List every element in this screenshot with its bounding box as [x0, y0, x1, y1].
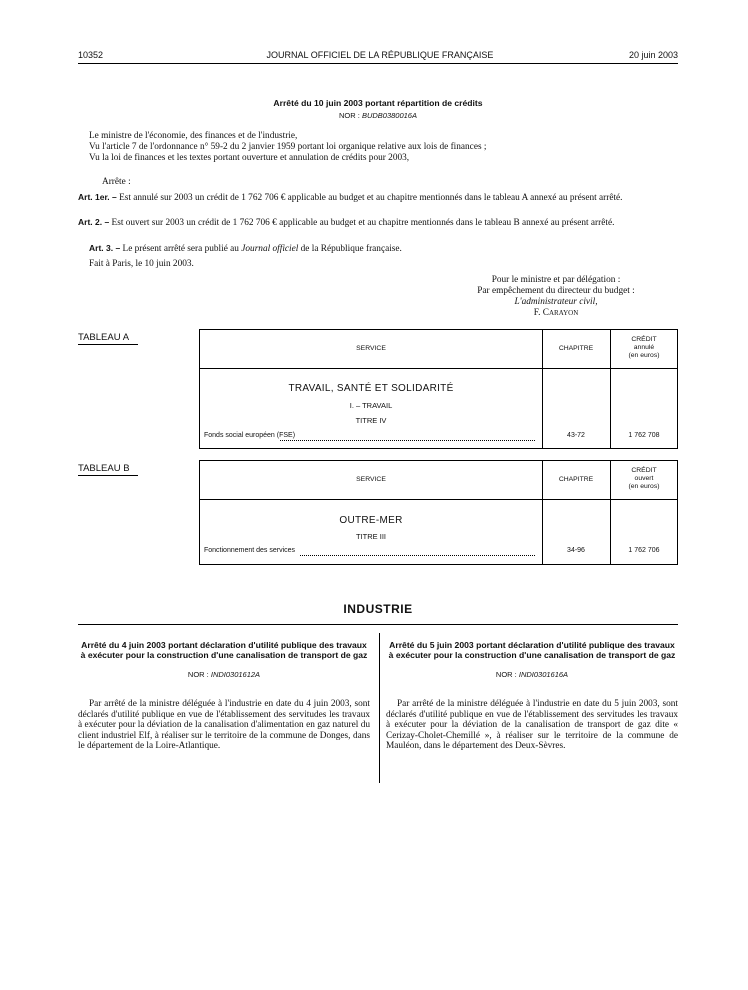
col-chapitre: CHAPITRE: [558, 345, 594, 352]
col-credit-line: (en euros): [628, 483, 660, 490]
article-1-text: Est annulé sur 2003 un crédit de 1 762 706 € applicable au budget et au chapitre mentionnés dans le tableau A annexé au présent arrêté.: [119, 193, 623, 203]
subsection-heading: I. – TRAVAIL: [349, 401, 393, 410]
row-chapitre: 34-96: [567, 547, 585, 554]
tableau-b-label: TABLEAU B: [78, 463, 130, 474]
article-3: [89, 243, 678, 255]
visa-line: Le ministre de l'économie, des finances et de l'industrie,: [89, 131, 298, 141]
row-credit: 1 762 708: [628, 432, 660, 439]
header-divider: [200, 499, 677, 500]
visa-line: Vu l'article 7 de l'ordonnance n° 59-2 du 2 janvier 1959 portant loi organique relative aux lois de finances ;: [89, 142, 487, 152]
header-divider: [200, 368, 677, 369]
col-credit: [610, 467, 678, 491]
signature-line: L'administrateur civil,: [514, 297, 598, 307]
section-heading: OUTRE-MER: [339, 515, 403, 526]
row-chapitre: 43-72: [567, 432, 585, 439]
header-rule: [78, 63, 678, 64]
article-2: [78, 217, 678, 229]
col-credit: [610, 336, 678, 360]
row-credit: 1 762 706: [628, 547, 660, 554]
article-3-text-c: de la République française.: [300, 244, 402, 254]
row-label: Fonctionnement des services: [204, 547, 296, 554]
nor-label: NOR :: [339, 111, 360, 120]
nor-code: INDI0301612A: [210, 670, 261, 679]
article-3-text-a: Le présent arrêté sera publié au: [122, 244, 239, 254]
tableau-a-label: TABLEAU A: [78, 332, 130, 343]
nor-label: NOR :: [495, 670, 517, 679]
col-service: SERVICE: [356, 476, 386, 483]
left-nor: [78, 670, 370, 679]
titre-heading: TITRE III: [356, 532, 386, 541]
signature-block: [440, 275, 672, 319]
titre-heading: TITRE IV: [355, 416, 387, 425]
page-number: 10352: [78, 50, 104, 60]
section-heading: TRAVAIL, SANTÉ ET SOLIDARITÉ: [288, 383, 454, 394]
nor-label: NOR :: [187, 670, 209, 679]
article-1-label: Art. 1er. –: [78, 192, 117, 202]
arrete-title: Arrêté du 10 juin 2003 portant répartition de crédits: [273, 98, 483, 108]
right-body: Par arrêté de la ministre déléguée à l'industrie en date du 5 juin 2003, sont déclarés d'utilité publique en vue de l'établissement des servitudes les travaux à exécuter pour la déviation de la canalisation de transport de gaz dite « Cerizay-Cholet-Chemillé », à réaliser sur le territoire de la commune de Mauléon, dans le département des Deux-Sèvres.: [386, 699, 678, 751]
section-rule: [78, 624, 678, 625]
column-separator: [379, 633, 380, 783]
visas: [89, 131, 678, 164]
col-chapitre: CHAPITRE: [558, 476, 594, 483]
arrete-nor: [78, 111, 678, 120]
right-nor: [386, 670, 678, 679]
signature-line: Pour le ministre et par délégation :: [491, 275, 621, 285]
col-credit-line: CRÉDIT: [631, 467, 657, 474]
article-3-label: Art. 3. –: [89, 243, 121, 253]
nor-code: INDI0301616A: [518, 670, 569, 679]
article-3-text-b: Journal officiel: [241, 244, 299, 254]
left-arrete-title: Arrêté du 4 juin 2003 portant déclaration d'utilité publique des travaux à exécuter pour la construction d'une canalisation de transport de gaz: [80, 640, 368, 660]
col-credit-line: ouvert: [634, 475, 654, 482]
left-body: Par arrêté de la ministre déléguée à l'industrie en date du 4 juin 2003, sont déclarés d'utilité publique en vue de l'établissement des servitudes les travaux à exécuter pour la déviation de la canalisation d'alimentation en gaz naturel du client industriel Elf, à réaliser sur le territoire de la commune de Donges, dans le département de la Loire-Atlantique.: [78, 699, 370, 751]
fait-a-paris: Fait à Paris, le 10 juin 2003.: [89, 259, 194, 269]
article-2-text: Est ouvert sur 2003 un crédit de 1 762 706 € applicable au budget et au chapitre mentionnés dans le tableau B annexé au présent arrêté.: [111, 218, 615, 228]
right-column: [386, 640, 678, 752]
article-2-label: Art. 2. –: [78, 217, 110, 227]
arrete-label: Arrête :: [102, 177, 131, 187]
section-industrie-heading: INDUSTRIE: [343, 602, 413, 616]
col-credit-line: (en euros): [628, 352, 660, 359]
row-label: Fonds social européen (FSE): [204, 432, 296, 439]
article-1: [78, 192, 678, 204]
nor-code: BUDB0380016A: [361, 111, 417, 120]
signature-line: Par empêchement du directeur du budget :: [477, 286, 635, 296]
journal-title: JOURNAL OFFICIEL DE LA RÉPUBLIQUE FRANÇAISE: [266, 50, 494, 60]
col-credit-line: annulé: [633, 344, 655, 351]
col-service: SERVICE: [356, 345, 386, 352]
issue-date: 20 juin 2003: [628, 50, 678, 60]
visa-line: Vu la loi de finances et les textes portant ouverture et annulation de crédits pour 2003,: [89, 153, 410, 163]
leader-dots: [280, 440, 535, 441]
tableau-a: [199, 329, 678, 449]
leader-dots: [300, 555, 535, 556]
signature-name: F. Carayon: [533, 308, 579, 318]
col-credit-line: CRÉDIT: [631, 336, 657, 343]
tableau-a-underline: [78, 344, 138, 345]
tableau-b-underline: [78, 475, 138, 476]
tableau-b: [199, 460, 678, 565]
right-arrete-title: Arrêté du 5 juin 2003 portant déclaration d'utilité publique des travaux à exécuter pour la construction d'une canalisation de transport de gaz: [388, 640, 676, 660]
left-column: [78, 640, 370, 752]
